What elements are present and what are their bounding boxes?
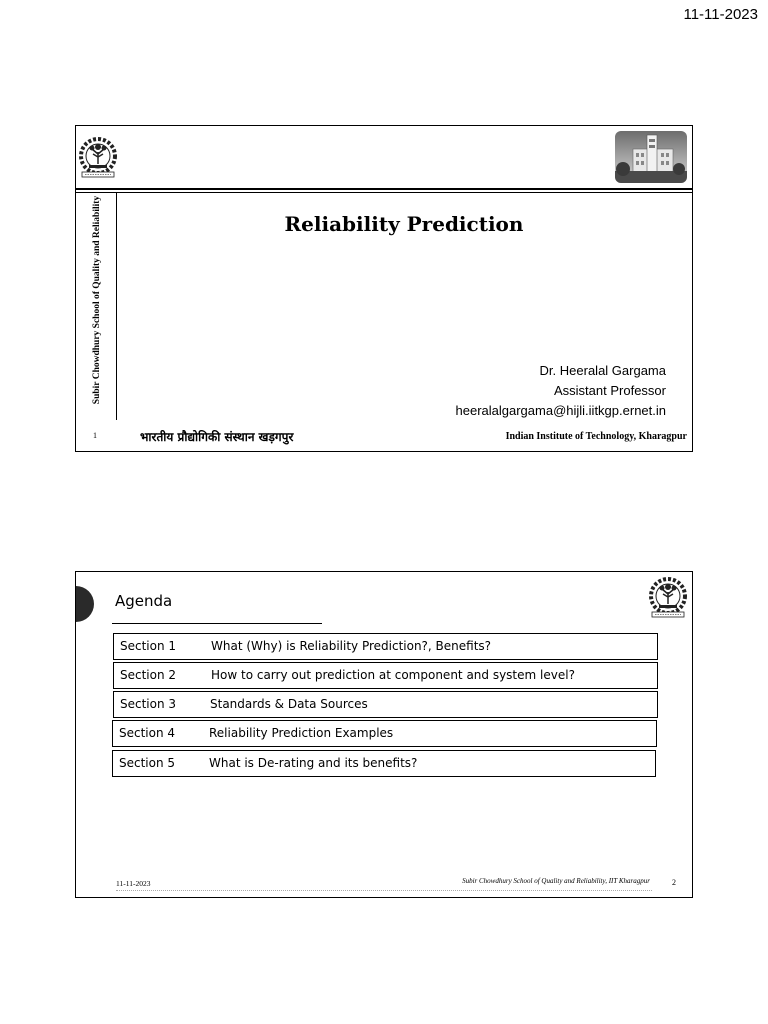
footer-institute-hindi: भारतीय प्रौद्योगिकी संस्थान खड़गपुर <box>140 430 294 444</box>
author-email: heeralalgargama@hijli.iitkgp.ernet.in <box>455 403 666 418</box>
page-date: 11-11-2023 <box>683 6 758 23</box>
agenda-section-text: What (Why) is Reliability Prediction?, Benefits? <box>211 639 492 653</box>
author-name: Dr. Heeralal Gargama <box>539 363 666 378</box>
header-divider-thin <box>76 192 692 193</box>
agenda-row-5 <box>112 750 656 777</box>
agenda-section-text: How to carry out prediction at component and system level? <box>211 668 575 682</box>
slide-number: 2 <box>672 878 676 887</box>
title-underline <box>112 623 322 624</box>
header-divider <box>76 188 692 190</box>
slide-1 <box>75 125 693 452</box>
agenda-section-label: Section 4 <box>119 726 176 740</box>
agenda-row-2 <box>113 662 658 689</box>
agenda-row-3 <box>113 691 658 718</box>
slide-title: Reliability Prediction <box>284 212 524 236</box>
agenda-row-1 <box>113 633 658 660</box>
author-block <box>456 361 666 421</box>
agenda-section-text: What is De-rating and its benefits? <box>209 756 418 770</box>
sidebar-school-name: Subir Chowdhury School of Quality and Reliability <box>92 195 102 405</box>
footer-institute-name: Indian Institute of Technology, Kharagpur <box>505 431 687 442</box>
iit-kgp-logo-icon <box>648 576 688 618</box>
agenda-section-label: Section 5 <box>119 756 176 770</box>
iit-kgp-logo-icon <box>78 136 118 178</box>
agenda-section-label: Section 1 <box>120 639 177 653</box>
footer-school-name: Subir Chowdhury School of Quality and Reliability, IIT Kharagpur <box>462 877 650 885</box>
author-role: Assistant Professor <box>554 383 666 398</box>
footer-date: 11-11-2023 <box>116 879 151 888</box>
slide-number: 1 <box>93 431 97 440</box>
agenda-section-label: Section 2 <box>120 668 177 682</box>
agenda-row-4 <box>112 720 657 747</box>
slide-title: Agenda <box>115 592 173 610</box>
agenda-section-label: Section 3 <box>120 697 177 711</box>
institute-building-image <box>615 131 687 183</box>
slide-2 <box>75 571 693 898</box>
footer-disclaimer-line <box>116 890 652 894</box>
agenda-section-text: Standards & Data Sources <box>210 697 368 711</box>
title-bullet-circle <box>75 586 94 622</box>
agenda-section-text: Reliability Prediction Examples <box>209 726 394 740</box>
